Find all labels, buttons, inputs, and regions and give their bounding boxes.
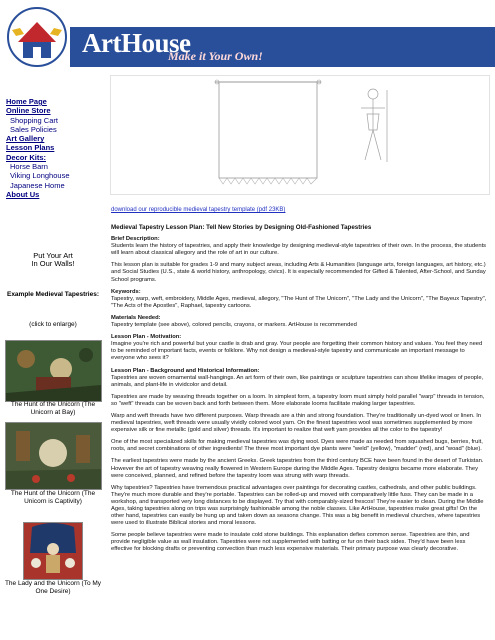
- caption-3: The Lady and the Unicorn (To My One Desire): [4, 580, 102, 595]
- brand-name[interactable]: ArtHouse: [82, 28, 191, 58]
- motivation-section: [111, 334, 487, 362]
- nav-shopping-cart[interactable]: Shopping Cart: [10, 115, 58, 125]
- history-paragraph: The earliest tapestries were made by the ancient Greeks. Greek tapestries from the third century BCE have been found in the desert of Turkistan. However the art of tapestry weaving really flowered in Western Europe during the Middle Ages. Tapestry designs became more elaborate. They were conceived, planned, and refined before the tapestry loom was strung with warp threads.: [111, 458, 484, 479]
- slogan-line-1: Put Your Art: [33, 251, 73, 260]
- lesson-plan-content: [111, 224, 487, 559]
- keywords-section: [111, 289, 487, 310]
- brief-section: [111, 236, 487, 257]
- page-title: Medieval Tapestry Lesson Plan: Tell New Stories by Designing Old-Fashioned Tapestries: [111, 224, 372, 231]
- materials-text: Tapestry template (see above), colored pencils, crayons, or markers. ArtHouse is recommended: [111, 322, 357, 329]
- slogan-line-2: In Our Walls!: [31, 259, 75, 268]
- why-tapestries-paragraph: Why tapestries? Tapestries have tremendous practical advantages over paintings for decorating castles, cathedrals, and other public buildings. They're much more durable and they're portable. Tapestries can be rolled-up and moved with comparatively little fuss. They can be made in a workshop, and transported very long distances to be displayed. Try that with comparably-sized frescos! They're easier to clean. During the Middle Ages, taking tapestries along on trips was surprisingly fashionable among the noble classes. Like ArtHouse, tapestries make great gifts! On the other hand, tapestries can easily be hung up and taken down as seasons change. This was a big benefit in medieval churches, where tapestries were used to illustrate Biblical stories and moral lessons.: [111, 484, 484, 527]
- materials-section: [111, 315, 487, 329]
- background-section: [111, 368, 487, 389]
- brief-text: Students learn the history of tapestries, and apply their knowledge by designing medieval-style tapestries of their own. In the process, the students will learn about classical allegory and the role of art in our culture.: [111, 243, 487, 257]
- warp-weft-paragraph: Warp and weft threads have two different purposes. Warp threads are a thin and strong foundation. They're traditionally un-dyed wool or linen. In medieval tapestries, weft threads were usually vividly colored wool yarn. On the finest tapestries wool was sometimes supplemented by more expensive silk or fine metallic (gold and silver) threads. It's important to realize that weft yarn provides all the color to the tapestry!: [111, 412, 482, 434]
- materials-heading: Materials Needed:: [111, 314, 161, 321]
- insulation-paragraph: Some people believe tapestries were made to insulate cold stone buildings. This explanation defies common sense. Tapestries are thin, and provide negligible value as wall insulation. Tapestries were not supplemented with batting or fur on their back sides. They'd have been less effective for blocking drafts or preventing convection than much less expensive materials. Their primary purpose was clearly decorative.: [111, 532, 470, 553]
- nav-sales-policies[interactable]: Sales Policies: [10, 124, 57, 134]
- tapestry-thumbnail-3[interactable]: [23, 522, 83, 580]
- nav-home-page[interactable]: Home Page: [6, 97, 47, 106]
- example-heading: Example Medieval Tapestries:: [6, 291, 99, 298]
- suitable-text: This lesson plan is suitable for grades 1-9 and many subject areas, including Arts & Humanities (language arts, foreign languages, art history, etc.) and Social Studies (U.S., state & world history, anthropology, civics). It is especially recommended for Gifted & Talented, After-School, and Sunday School programs.: [111, 262, 486, 283]
- weaving-paragraph: Tapestries are made by weaving threads together on a loom. In simplest form, a tapestry loom must simply hold parallel "warp" threads in tension, so "weft" threads can be woven back and forth between them. More elaborate looms facilitate making larger tapestries.: [111, 393, 485, 407]
- download-template-link[interactable]: download our reproducible medieval tapestry template (pdf 23KB): [111, 207, 286, 213]
- sidebar-nav: [6, 97, 106, 199]
- keywords-text: Tapestry, warp, weft, embroidery, Middle Ages, medieval, allegory, "The Hunt of The Unicorn", "The Lady and the Unicorn", "The Bayeux Tapestry", "The Acts of the Apostles", Raphael, tapestry cartoons.: [111, 295, 487, 309]
- slogan: [3, 252, 103, 268]
- nav-online-store[interactable]: Online Store: [6, 106, 51, 116]
- nav-viking-longhouse[interactable]: Viking Longhouse: [10, 171, 70, 181]
- motivation-text: Imagine you're rich and powerful but your castle is drab and gray. Your people are forgetting their common history and values. You feel they need to be reminded of important facts, events or folklore. Why not design a medieval-style tapestry and communicate an important message to everyone who sees it?: [111, 341, 483, 362]
- background-heading: Lesson Plan - Background and Historical Information:: [111, 367, 260, 374]
- tapestry-outline-icon: [111, 76, 489, 194]
- nav-horse-barn[interactable]: Horse Barn: [10, 162, 48, 172]
- nav-about-us[interactable]: About Us: [6, 189, 40, 199]
- caption-2: The Hunt of the Unicorn (The Unicorn is Captivity): [10, 490, 96, 505]
- dyes-paragraph: One of the most specialized skills for making medieval tapestries was dying wool. Dyes were made as needed from squashed bugs, berries, fruit, roots, and secret combinations of other ingredients! The three most important dye plants were "weld" (yellow), "madder" (red), and "woad" (blue).: [111, 439, 483, 453]
- nav-japanese-home[interactable]: Japanese Home: [10, 180, 65, 190]
- click-hint: (click to enlarge): [29, 321, 77, 328]
- tapestry-thumbnail-1[interactable]: [5, 340, 102, 402]
- nav-art-gallery[interactable]: Art Gallery: [6, 134, 45, 144]
- nav-decor-kits[interactable]: Decor Kits:: [6, 152, 47, 162]
- tapestry-thumbnail-2[interactable]: [5, 422, 102, 490]
- brand-tagline: Make it Your Own!: [168, 49, 263, 63]
- site-header: [0, 0, 495, 72]
- nav-lesson-plans[interactable]: Lesson Plans: [6, 143, 55, 153]
- motivation-heading: Lesson Plan - Motivation:: [111, 334, 182, 341]
- tapestry-template-preview[interactable]: [110, 75, 490, 195]
- caption-1: The Hunt of the Unicorn (The Unicorn at Bay): [10, 401, 96, 416]
- background-text: Tapestries are woven ornamental wall-hangings. An art form of their own, like paintings or sculpture tapestries can show lifelike images of people, animals, and plant-life in vividcolor and detail.: [111, 374, 484, 388]
- keywords-heading: Keywords:: [111, 288, 141, 295]
- brief-heading: Brief Description:: [111, 236, 160, 243]
- arthouse-logo-icon[interactable]: [6, 6, 68, 68]
